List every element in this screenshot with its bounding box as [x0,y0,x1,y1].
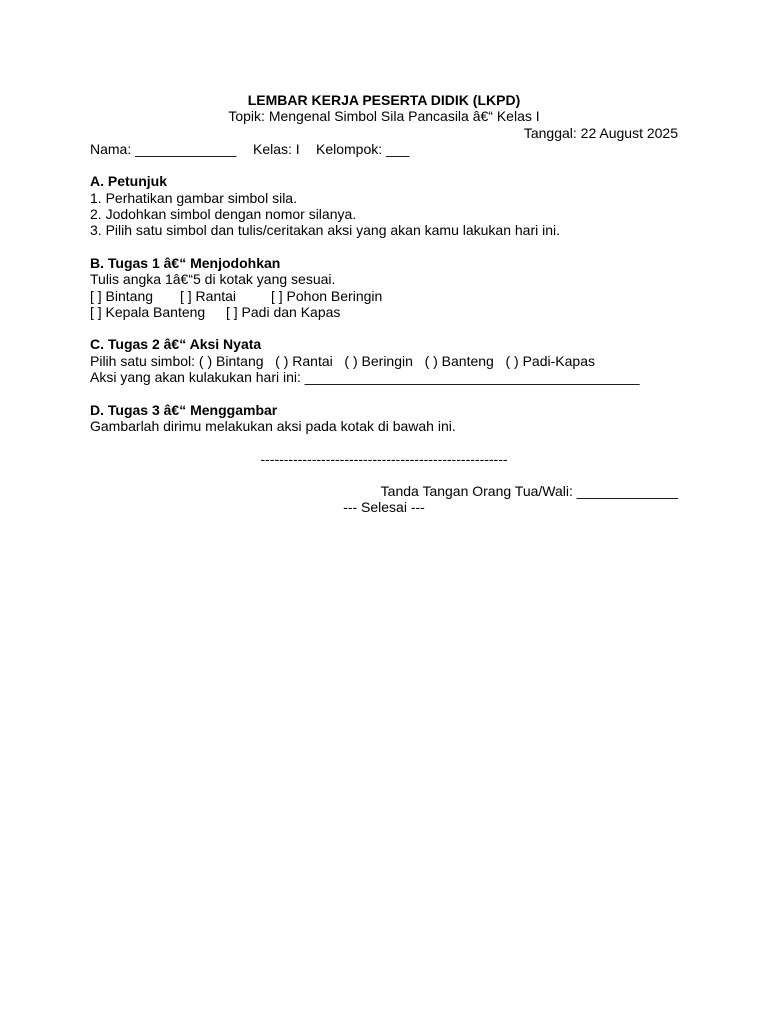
end-marker: --- Selesai --- [343,499,425,516]
instruction-item: 2. Jodohkan simbol dengan nomor silanya. [90,206,357,223]
matching-option: [ ] Pohon Beringin [271,287,383,304]
topic-line: Topik: Mengenal Simbol Sila Pancasila â€“ Kelas I [228,108,540,125]
group-field: Kelompok: ___ [316,140,410,157]
matching-option: [ ] Bintang [90,287,154,304]
matching-row [90,304,678,320]
divider-line: ----------------------------------------------------- [260,450,508,467]
instruction-item: 3. Pilih satu simbol dan tulis/ceritakan aksi yang akan kamu lakukan hari ini. [90,222,561,239]
section-d-instruction: Gambarlah dirimu melakukan aksi pada kotak di bawah ini. [90,417,456,434]
matching-option: [ ] Padi dan Kapas [226,303,341,320]
identity-line [90,141,678,157]
section-b-instruction: Tulis angka 1â€“5 di kotak yang sesuai. [90,271,336,288]
matching-row [90,288,678,304]
section-b-heading: B. Tugas 1 â€“ Menjodohkan [90,254,281,271]
section-d-heading: D. Tugas 3 â€“ Menggambar [90,401,278,418]
worksheet-page [90,92,678,516]
action-line: Aksi yang akan kulakukan hari ini: ___________________________________________ [90,369,640,386]
symbol-choices: Pilih satu simbol: ( ) Bintang ( ) Rantai ( ) Beringin ( ) Banteng ( ) Padi-Kapas [90,352,595,369]
name-field: Nama: _____________ [90,140,237,157]
signature-line: Tanda Tangan Orang Tua/Wali: _____________ [380,483,678,500]
section-c-heading: C. Tugas 2 â€“ Aksi Nyata [90,336,262,353]
class-field: Kelas: I [253,140,300,157]
instruction-item: 1. Perhatikan gambar simbol sila. [90,189,297,206]
section-a-heading: A. Petunjuk [90,173,168,190]
matching-option: [ ] Rantai [180,287,237,304]
document-title: LEMBAR KERJA PESERTA DIDIK (LKPD) [247,92,521,108]
matching-option: [ ] Kepala Banteng [90,303,206,320]
date-line: Tanggal: 22 August 2025 [523,124,678,141]
